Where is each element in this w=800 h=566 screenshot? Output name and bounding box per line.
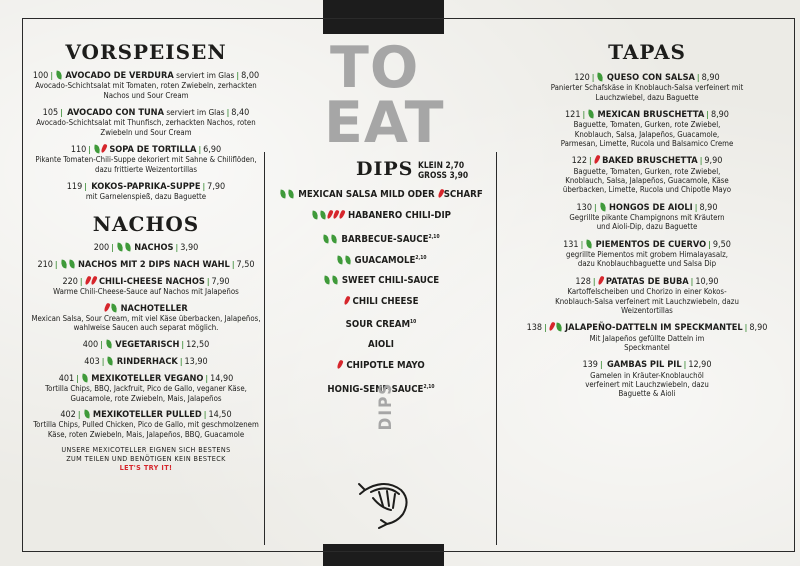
dip-item: AIOLI [368,338,394,350]
dip-item: BARBECUE-SAUCE$^{2,10}$ [270,227,492,248]
menu-item: 100 | AVOCADO DE VERDURA serviert im Glas | 8,00 Avocado-Schichtsalat mit Tomaten, roten Zwiebeln, zerhackten Nachos und Sour Cream [32,70,260,100]
leaf-icon [555,323,562,332]
vorspeisen-heading: VORSPEISEN [65,40,227,64]
menu-item: 402 | MEXIKOTELLER PULLED | 14,50 Tortilla Chips, Pulled Chicken, Pico de Gallo, mit geschmolzenem Käse, roten Zwiebeln, Mais, Jalapeños, BBQ, Guacamole [33,409,259,439]
leaf-icon [280,190,287,199]
leaf-icon [81,374,88,383]
dips-heading: DIPS [356,158,414,180]
menu-item: 210 | NACHOS MIT 2 DIPS NACH WAHL | 7,50 [37,258,255,270]
leaf-icon [116,242,123,251]
dip-item: GUACAMOLE$^{2,10}$ [270,248,492,269]
chili-icon [593,155,600,165]
leaf-icon [588,110,595,119]
menu-item: 105 | AVOCADO CON TUNA serviert im Glas | 8,40 Avocado-Schichtsalat mit Thunfisch, zerhackten Nachos, roten Zwiebeln und Sour Cream [36,107,256,137]
tapas-section [502,40,792,406]
chili-icon [84,276,91,286]
dip-item: CHIPOTLE MAYO [270,355,492,376]
menu-item: 139 | GAMBAS PIL PIL | 12,90 Gamelen in Kräuter-Knoblauchöl verfeinert mit Lauchzwiebeln, dazu Baguette & Aioli [582,359,712,399]
chili-icon [337,360,344,370]
divider-left [264,152,265,545]
leaf-icon [83,410,90,419]
menu-item: 401 | MEXIKOTELLER VEGANO | 14,90 Tortilla Chips, BBQ, Jackfruit, Pico de Gallo, veganer Käse, Guacamole, rote Zwiebeln, Mais, Jalapeños [45,373,247,403]
menu-item: 131 | PIEMENTOS DE CUERVO | 9,50 gegrillte Piementos mit grobem Himalayasalz, dazu Knoblauchbaguette und Salsa Dip [563,238,731,269]
dip-item: SOUR CREAM$^{10}$ [345,319,417,331]
leaf-icon [107,356,114,365]
nachos-note: UNSERE MEXICOTELLER EIGNEN SICH BESTENS ZUM TEILEN UND BENÖTIGEN KEIN BESTECK LET'S TRY IT! [61,445,231,473]
menu-item: 200 | NACHOS | 3,90 [93,241,199,253]
menu-item: 122 | BAKED BRUSCHETTA | 9,90 Baguette, Tomaten, Gurken, rote Zwiebel, Knoblauch, Salsa, Jalapeños, Guacamole, Käse überbacken, Limette, Rucola und Chipotle Mayo [562,155,732,195]
leaf-icon [288,190,295,199]
leaf-icon [311,211,318,220]
leaf-icon [599,202,606,211]
leaf-icon [319,211,326,220]
leaf-icon [93,145,100,154]
chili-icon [343,296,350,306]
leaf-icon [68,259,75,268]
menu-item: 400 | VEGETARISCH | 12,50 [82,338,210,350]
dip-item: MEXICAN SALSA MILD ODER SCHARF [270,184,492,205]
vorspeisen-section [30,40,262,472]
menu-item: 403 | RINDERHACK | 13,90 [84,355,208,367]
tapas-heading: TAPAS [608,40,686,64]
dips-section [270,158,492,398]
menu-item: 110 | SOPA DE TORTILLA | 6,90 Pikante Tomaten-Chili-Suppe dekoriert mit Sahne & Chiliflöden, dazu frittierte Weizentortillas [35,144,257,174]
leaf-icon [55,71,62,80]
dip-item: CHILI CHEESE [270,291,492,312]
menu-item: 220 | CHILI-CHEESE NACHOS | 7,90 Warme Chili-Cheese-Sauce auf Nachos mit Jalapeños [53,276,239,297]
leaf-icon [586,239,593,248]
menu-item: NACHOTELLER Mexican Salsa, Sour Cream, mit viel Käse überbacken, Jalapeños, wahlweise Saucen auch separat möglich. [31,302,261,333]
dip-item: SWEET CHILI-SAUCE [270,270,492,291]
leaf-icon [105,339,112,348]
leaf-icon [124,242,131,251]
dip-item: HABANERO CHILI-DIP [270,205,492,226]
divider-right [496,152,497,545]
menu-item: 130 | HONGOS DE AIOLI | 8,90 Gegrillte pikante Champignons mit Kräutern und Aioli-Dip, dazu Baguette [569,201,725,232]
dips-sizes: KLEIN 2,70 GROSS 3,90 [418,160,469,180]
menu-item: 128 | PATATAS DE BUBA | 10,90 Kartoffelscheiben und Chorizo in einer Kokos-Knoblauch-Salsa verfeinert mit Lauchzwiebeln, dazu Weizentortillas [555,275,739,315]
title-to: TO [330,35,420,101]
menu-item: 119 | KOKOS-PAPRIKA-SUPPE | 7,90 mit Garnelenspieß, dazu Baguette [66,181,226,202]
nachos-heading: NACHOS [92,211,200,236]
shrimp-icon [357,476,413,532]
dips-vertical-label: DIPS [376,381,396,431]
menu-item: 121 | MEXICAN BRUSCHETTA | 8,90 Baguette, Tomaten, Gurken, rote Zwiebel, Knoblauch, Salsa, Jalapeños, Guacamole, Parmesan, Limette, Rucola und Balsamico Creme [560,109,734,149]
leaf-icon [344,256,351,265]
leaf-icon [336,256,343,265]
chili-icon [104,302,111,312]
menu-item: 138 | JALAPEÑO-DATTELN IM SPECKMANTEL | 8,90 Mit Jalapeños gefüllte Datteln im Speckmantel [526,322,768,352]
menu-item: 120 | QUESO CON SALSA | 8,90 Panierter Schafskäse in Knoblauch-Salsa verfeinert mit Lauchzwiebel, dazu Baguette [550,72,744,102]
leaf-icon [331,235,338,244]
leaf-icon [111,303,118,312]
leaf-icon [323,235,330,244]
leaf-icon [597,73,604,82]
leaf-icon [323,275,330,284]
leaf-icon [331,275,338,284]
dip-item: HONIG-SENF-SAUCE$^{2,10}$ [327,383,435,395]
title-eat: EAT [324,90,445,156]
chili-icon [548,322,555,332]
leaf-icon [60,259,67,268]
chili-icon [100,144,107,154]
